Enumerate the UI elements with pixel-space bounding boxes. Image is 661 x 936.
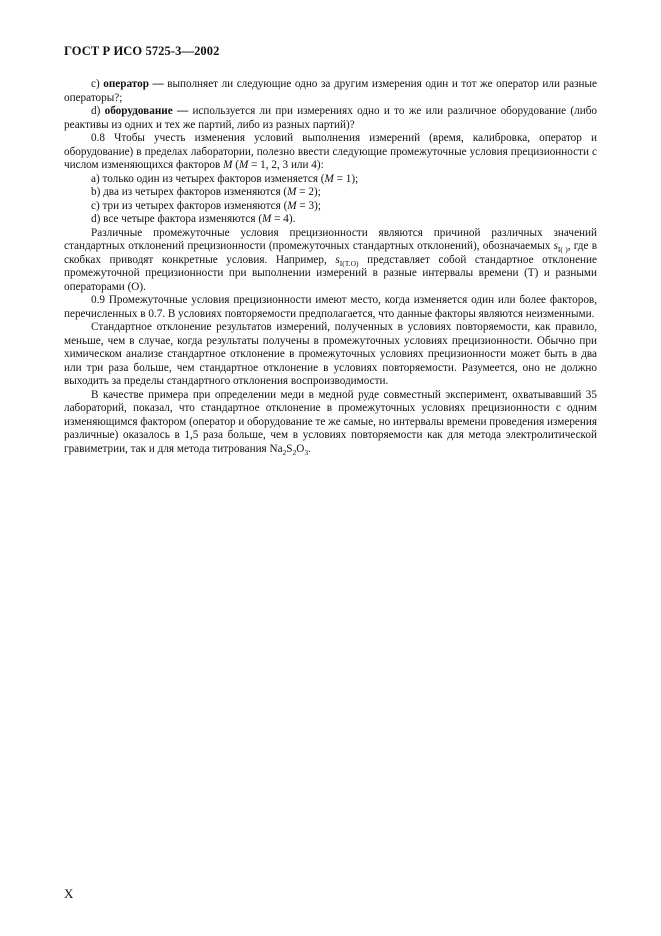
item-d-equipment: d) оборудование — используется ли при измерениях одно и то же или различное оборудование (либо реактивы из одних и тех же партий, либо из разных партий)? <box>64 105 597 131</box>
term-operator: оператор — <box>103 78 164 90</box>
paragraph-example: В качестве примера при определении меди в медной руде совместный эксперимент, охватывавший 35 лабораторий, показал, что стандартное отклонение в промежуточных условиях прецизионности с одним изменяющимся фактором (оператор и оборудование те же самые, но интервалы времени проведения измерения различные) оказалось в 1,5 раза больше, чем в условиях повторяемости как для метода электролитической гравиметрии, так и для метода титрования $Na_2S_2O_3$. <box>64 388 597 457</box>
document-body <box>64 78 597 456</box>
paragraph-0-8: 0.8 Чтобы учесть изменения условий выполнения измерений (время, калибровка, оператор и оборудование) в пределах лаборатории, полезно ввести следующие промежуточные условия прецизионности с числом изменяющихся факторов M (M = 1, 2, 3 или 4): <box>64 132 597 171</box>
paragraph-0-9: 0.9 Промежуточные условия прецизионности имеют место, когда изменяется один или более факторов, перечисленных в 0.7. В условиях повторяемости предполагается, что данные факторы являются неизменными. <box>64 294 597 320</box>
list-item-a: а) только один из четырех факторов изменяется (M = 1); <box>91 172 359 185</box>
document-header: ГОСТ Р ИСО 5725-3—2002 <box>64 44 220 58</box>
list-item-b: b) два из четырех факторов изменяются (M = 2); <box>91 186 321 198</box>
paragraph-intermediate-variance: Различные промежуточные условия прецизионности являются причиной различных значений стандартных отклонений прецизионности (промежуточных стандартных отклонений), обозначаемых $s_{I( )}$, где в скобках приводят конкретные условия. Например, $s_{I(T.O)}$ представляет собой стандартное отклонение промежуточной прецизионности при выполнении измерений в разные интервалы времени (Т) и разными операторами (О). <box>64 226 597 293</box>
list-item-c: с) три из четырех факторов изменяются (M = 3); <box>91 199 321 212</box>
paragraph-standard-deviation: Стандартное отклонение результатов измерений, полученных в условиях повторяемости, как правило, меньше, чем в случае, когда результаты получены в промежуточных условиях прецизионности. Обычно при химическом анализе стандартное отклонение в промежуточных условиях прецизионности может быть в два или три раза больше, чем стандартное отклонение в условиях повторяемости. Разумеется, оно не должно выходить за пределы стандартного отклонения воспроизводимости. <box>64 321 597 387</box>
list-item-d: d) все четыре фактора изменяются (M = 4). <box>91 213 296 225</box>
term-equipment: оборудование — <box>104 105 189 117</box>
page-number: X <box>64 886 74 901</box>
item-c-operator: с) оператор — выполняет ли следующие одно за другим измерения один и тот же оператор или разные операторы?; <box>64 78 597 104</box>
